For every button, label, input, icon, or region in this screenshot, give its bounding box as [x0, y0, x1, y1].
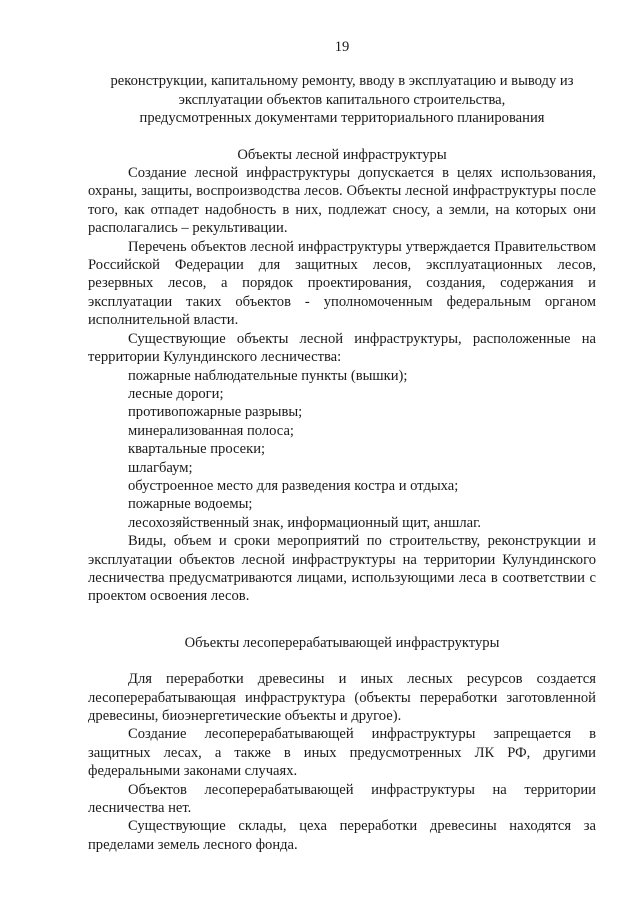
intro-heading-line: реконструкции, капитальному ремонту, вводу в эксплуатацию и выводу из	[110, 73, 574, 90]
section-forest-infrastructure	[88, 146, 596, 606]
intro-heading	[88, 72, 596, 127]
list-item: обустроенное место для разведения костра и отдыха;	[128, 477, 459, 494]
intro-heading-line: эксплуатации объектов капитального строительства,	[178, 91, 506, 108]
paragraph: Объектов лесоперерабатывающей инфраструктуры на территории лесничества нет.	[88, 781, 596, 817]
paragraph: Перечень объектов лесной инфраструктуры утверждается Правительством Российской Федерации для защитных лесов, эксплуатационных лесов, резервных лесов, а порядок проектирования, создания, содержания и эксплуатации таких объектов - уполномоченным федеральным органом исполнительной власти.	[88, 238, 596, 329]
list-item: лесохозяйственный знак, информационный щит, аншлаг.	[128, 514, 482, 531]
paragraph: Создание лесной инфраструктуры допускается в целях использования, охраны, защиты, воспроизводства лесов. Объекты лесной инфраструктуры после того, как отпадет надобность в них, подлежат сносу, а земли, на которых они располагались – рекультивации.	[88, 165, 596, 237]
list-item: лесные дороги;	[128, 385, 224, 402]
paragraph: Виды, объем и сроки мероприятий по строительству, реконструкции и эксплуатации объектов лесной инфраструктуры на территории Кулундинского лесничества предусматриваются лицами, использующими леса в соответствии с проектом освоения лесов.	[88, 533, 596, 605]
section-title: Объекты лесной инфраструктуры	[237, 146, 447, 163]
list-item: пожарные водоемы;	[128, 496, 253, 513]
list-item: противопожарные разрывы;	[128, 404, 303, 421]
paragraph: Создание лесоперерабатывающей инфраструктуры запрещается в защитных лесах, а также в иных предусмотренных ЛК РФ, другими федеральными законами случаях.	[88, 726, 596, 780]
section-title: Объекты лесоперерабатывающей инфраструктуры	[184, 634, 500, 651]
section-wood-processing-infrastructure	[88, 634, 596, 854]
list-item: шлагбаум;	[128, 459, 193, 476]
intro-heading-line: предусмотренных документами территориального планирования	[139, 110, 545, 127]
list-item: пожарные наблюдательные пункты (вышки);	[128, 367, 408, 384]
paragraph: Для переработки древесины и иных лесных ресурсов создается лесоперерабатывающая инфраструктура (объекты переработки заготовленной древесины, биоэнергетические объекты и другое).	[88, 671, 596, 724]
page-number: 19	[334, 39, 350, 55]
paragraph: Существующие объекты лесной инфраструктуры, расположенные на территории Кулундинского лесничества:	[88, 330, 596, 366]
list-item: квартальные просеки;	[128, 441, 266, 458]
paragraph: Существующие склады, цеха переработки древесины находятся за пределами земель лесного фонда.	[88, 818, 596, 853]
list-item: минерализованная полоса;	[128, 422, 294, 439]
infrastructure-list	[88, 367, 596, 533]
